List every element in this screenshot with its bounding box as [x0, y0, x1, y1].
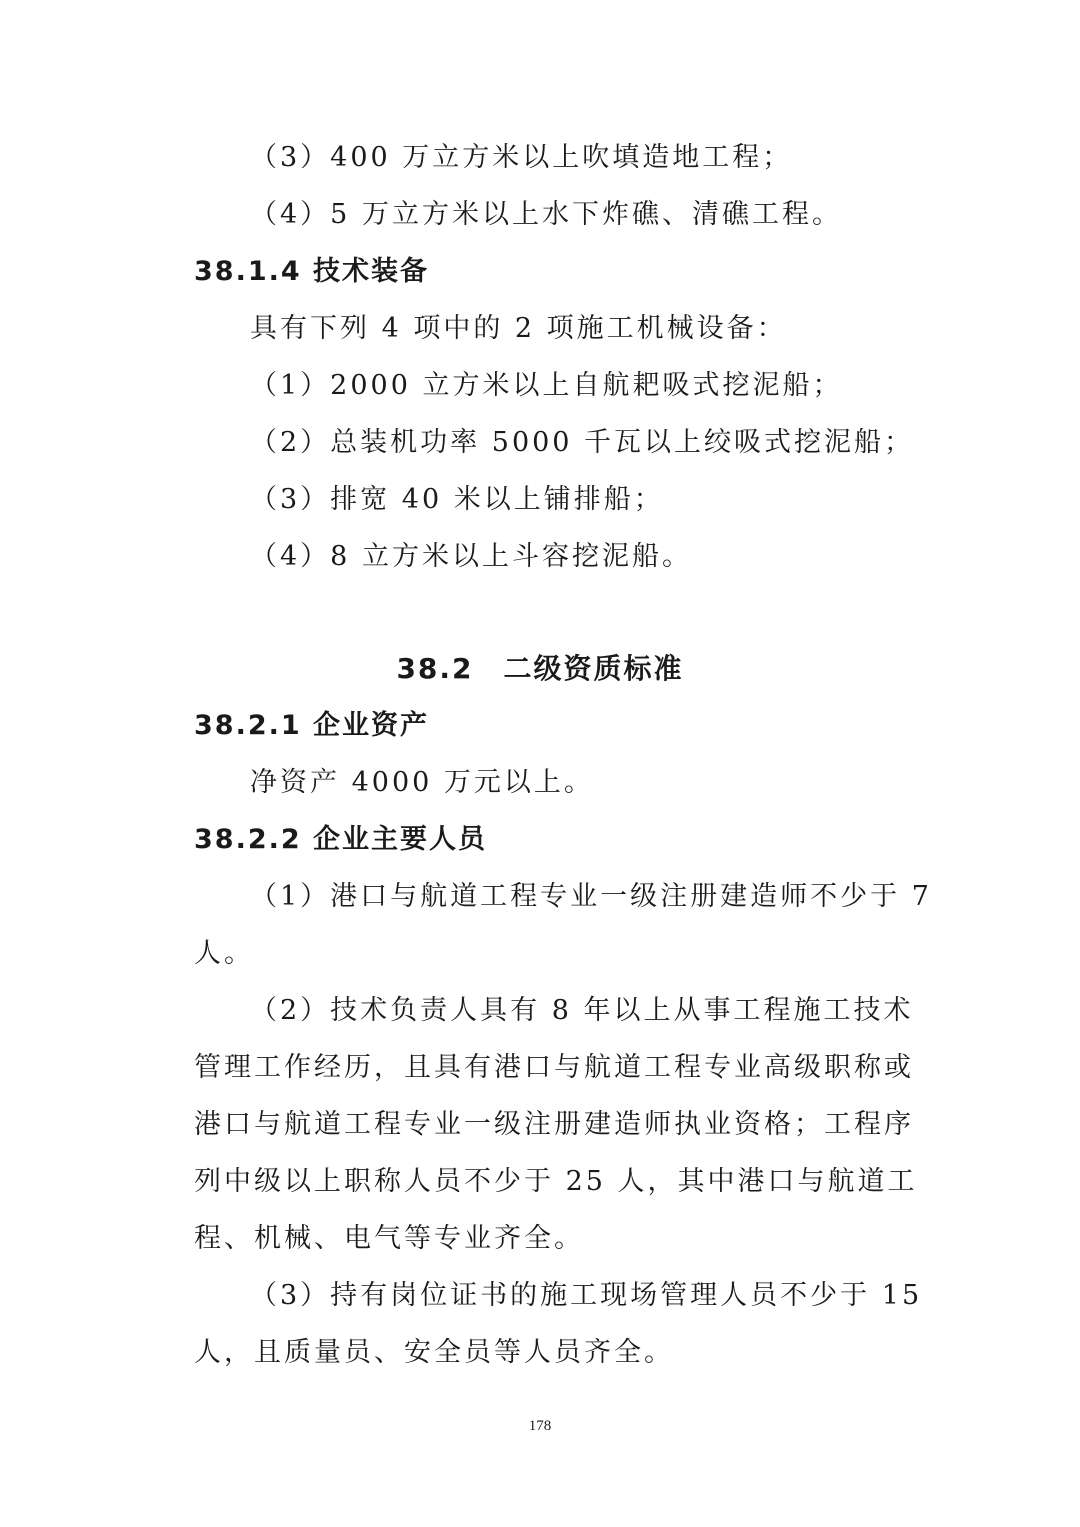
- paragraph-line: （3）持有岗位证书的施工现场管理人员不少于 15: [250, 1280, 923, 1311]
- section-title-38-2: 38.2 二级资质标准: [396, 652, 684, 685]
- list-item: （1）2000 立方米以上自航耙吸式挖泥船；: [250, 370, 843, 401]
- paragraph-line: 港口与航道工程专业一级注册建造师执业资格；工程序: [194, 1109, 914, 1140]
- list-item: （2）总装机功率 5000 千瓦以上绞吸式挖泥船；: [250, 427, 915, 458]
- list-item: （3）400 万立方米以上吹填造地工程；: [250, 142, 793, 173]
- paragraph-line: 管理工作经历，且具有港口与航道工程专业高级职称或: [194, 1052, 914, 1083]
- paragraph-line: 人，且质量员、安全员等人员齐全。: [194, 1337, 674, 1368]
- paragraph-intro: 具有下列 4 项中的 2 项施工机械设备：: [250, 313, 787, 344]
- paragraph-line: （1）港口与航道工程专业一级注册建造师不少于 7: [250, 881, 932, 912]
- paragraph-line: 程、机械、电气等专业齐全。: [194, 1223, 584, 1254]
- section-heading-38-1-4: 38.1.4 技术装备: [194, 256, 430, 287]
- paragraph-line: （2）技术负责人具有 8 年以上从事工程施工技术: [250, 995, 914, 1026]
- list-item: （4）8 立方米以上斗容挖泥船。: [250, 541, 692, 572]
- list-item: （4）5 万立方米以上水下炸礁、清礁工程。: [250, 199, 842, 230]
- paragraph: 净资产 4000 万元以上。: [250, 767, 594, 798]
- paragraph-line: 人。: [194, 938, 254, 969]
- page-number: 178: [528, 1418, 552, 1434]
- list-item: （3）排宽 40 米以上铺排船；: [250, 484, 664, 515]
- section-heading-38-2-1: 38.2.1 企业资产: [194, 710, 430, 741]
- section-heading-38-2-2: 38.2.2 企业主要人员: [194, 824, 488, 855]
- paragraph-line: 列中级以上职称人员不少于 25 人，其中港口与航道工: [194, 1166, 918, 1197]
